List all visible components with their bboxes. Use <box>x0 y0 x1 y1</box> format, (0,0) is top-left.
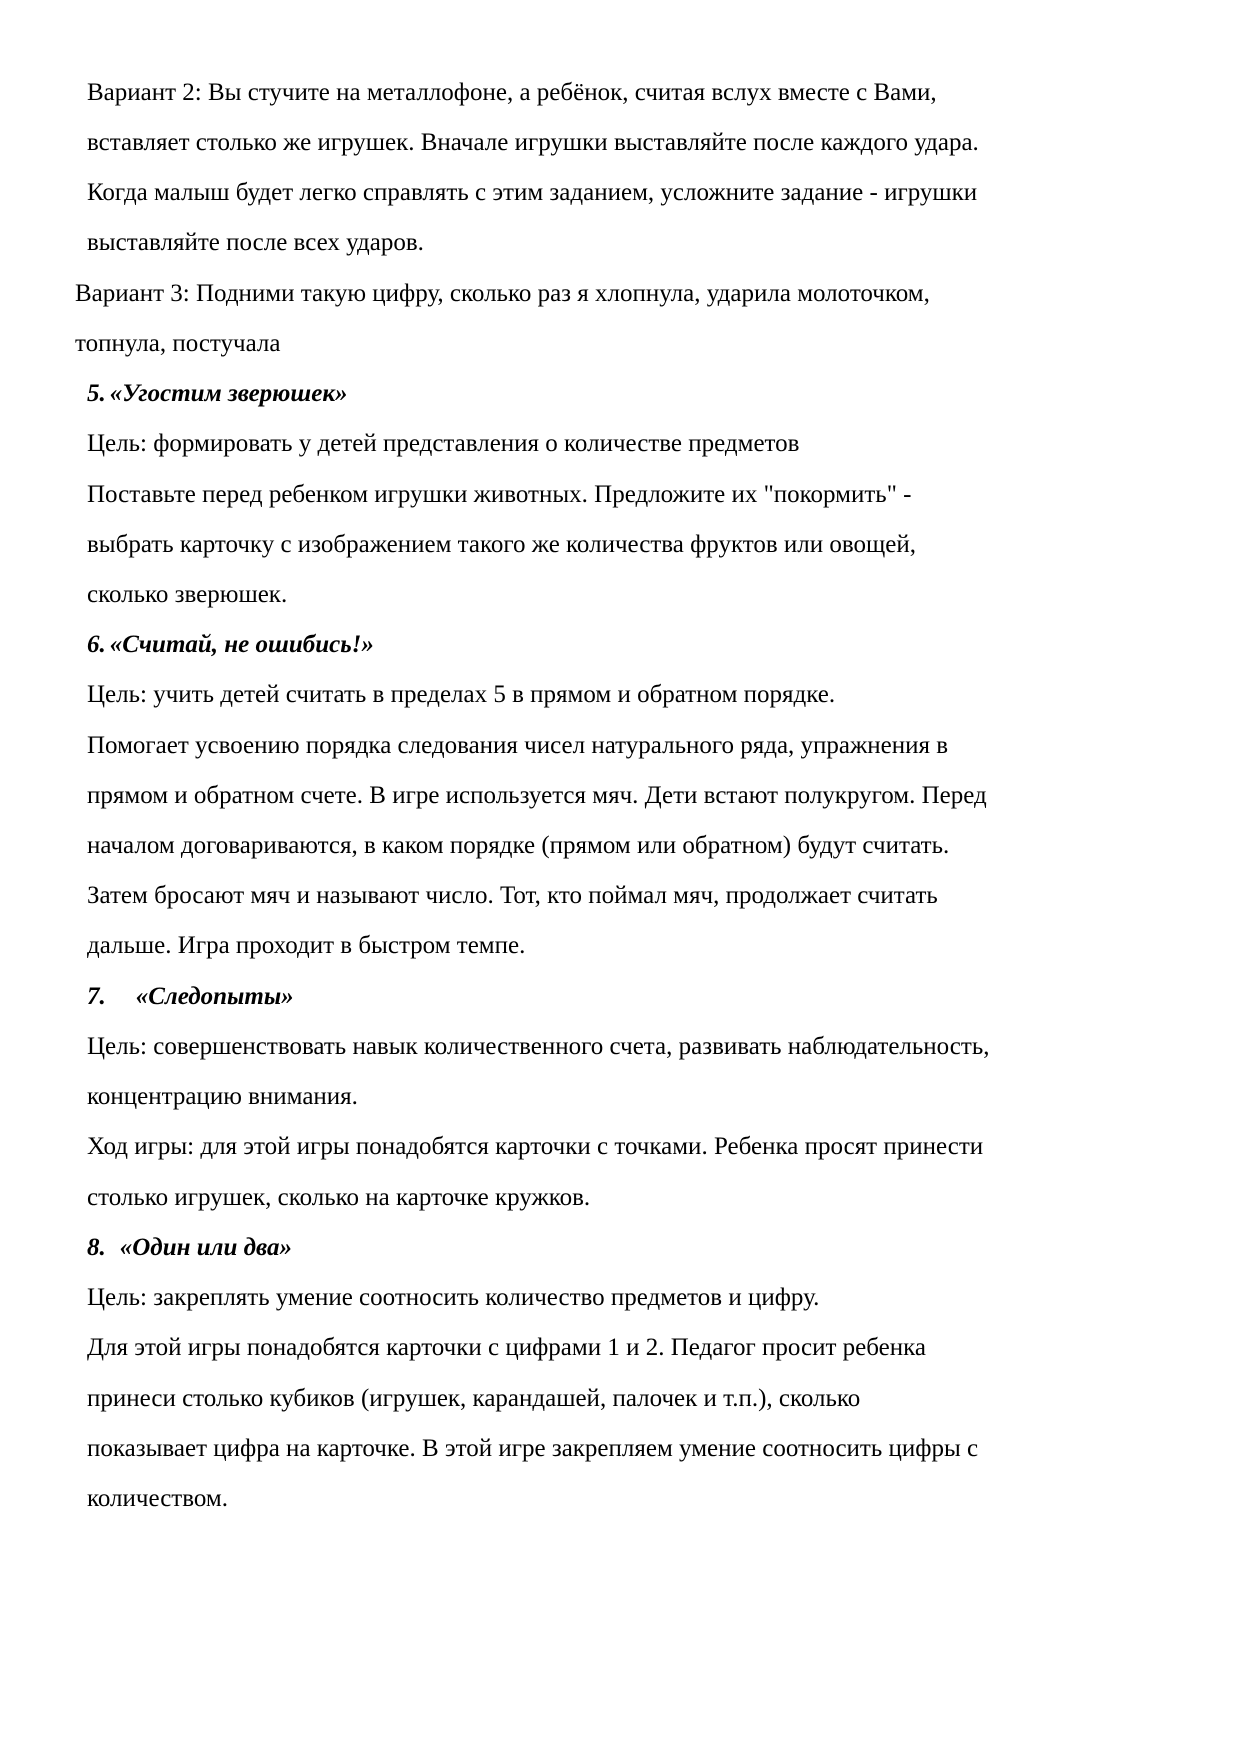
game6-title: «Считай, не ошибись!» <box>109 631 374 658</box>
game8-number: 8. <box>87 1234 106 1261</box>
game8-title: «Один или два» <box>119 1234 293 1261</box>
game8-heading <box>87 1233 292 1263</box>
game8-line5: количеством. <box>87 1485 228 1512</box>
game8-line1: Цель: закреплять умение соотносить количество предметов и цифру. <box>87 1284 820 1311</box>
game6-line2: Помогает усвоению порядка следования чисел натурального ряда, упражнения в <box>87 732 949 759</box>
game5-heading <box>87 379 348 409</box>
game7-title: «Следопыты» <box>135 983 294 1010</box>
game7-line1: Цель: совершенствовать навык количественного счета, развивать наблюдательность, <box>87 1033 990 1060</box>
game6-line1: Цель: учить детей считать в пределах 5 в прямом и обратном порядке. <box>87 681 836 708</box>
variant2-line1: Вариант 2: Вы стучите на металлофоне, а ребёнок, считая вслух вместе с Вами, <box>87 79 937 106</box>
game6-line6: дальше. Игра проходит в быстром темпе. <box>87 932 526 959</box>
game7-heading <box>87 982 294 1012</box>
game5-line2: Поставьте перед ребенком игрушки животных. Предложите их "покормить" - <box>87 481 912 508</box>
game8-line3: принеси столько кубиков (игрушек, карандашей, палочек и т.п.), сколько <box>87 1385 861 1412</box>
variant3-line2: топнула, постучала <box>75 330 281 357</box>
variant2-line4: выставляйте после всех ударов. <box>87 229 424 256</box>
game6-heading <box>87 630 374 660</box>
game7-line3: Ход игры: для этой игры понадобятся карточки с точками. Ребенка просят принести <box>87 1133 984 1160</box>
game8-line2: Для этой игры понадобятся карточки с цифрами 1 и 2. Педагог просит ребенка <box>87 1334 926 1361</box>
game6-number: 6. <box>87 631 106 658</box>
game5-line1: Цель: формировать у детей представления о количестве предметов <box>87 430 800 457</box>
game5-line3: выбрать карточку с изображением такого же количества фруктов или овощей, <box>87 531 917 558</box>
game5-line4: сколько зверюшек. <box>87 581 288 608</box>
variant2-line3: Когда малыш будет легко справлять с этим заданием, усложните задание - игрушки <box>87 179 978 206</box>
game6-line5: Затем бросают мяч и называют число. Тот, кто поймал мяч, продолжает считать <box>87 882 938 909</box>
game7-number: 7. <box>87 983 106 1010</box>
variant3-line1: Вариант 3: Подними такую цифру, сколько раз я хлопнула, ударила молоточком, <box>75 280 930 307</box>
game5-number: 5. <box>87 380 106 407</box>
variant2-line2: вставляет столько же игрушек. Вначале игрушки выставляйте после каждого удара. <box>87 129 979 156</box>
game8-line4: показывает цифра на карточке. В этой игре закрепляем умение соотносить цифры с <box>87 1435 979 1462</box>
game7-line2: концентрацию внимания. <box>87 1083 358 1110</box>
game7-line4: столько игрушек, сколько на карточке кружков. <box>87 1184 591 1211</box>
game6-line3: прямом и обратном счете. В игре используется мяч. Дети встают полукругом. Перед <box>87 782 987 809</box>
game5-title: «Угостим зверюшек» <box>109 380 348 407</box>
game6-line4: началом договариваются, в каком порядке (прямом или обратном) будут считать. <box>87 832 950 859</box>
